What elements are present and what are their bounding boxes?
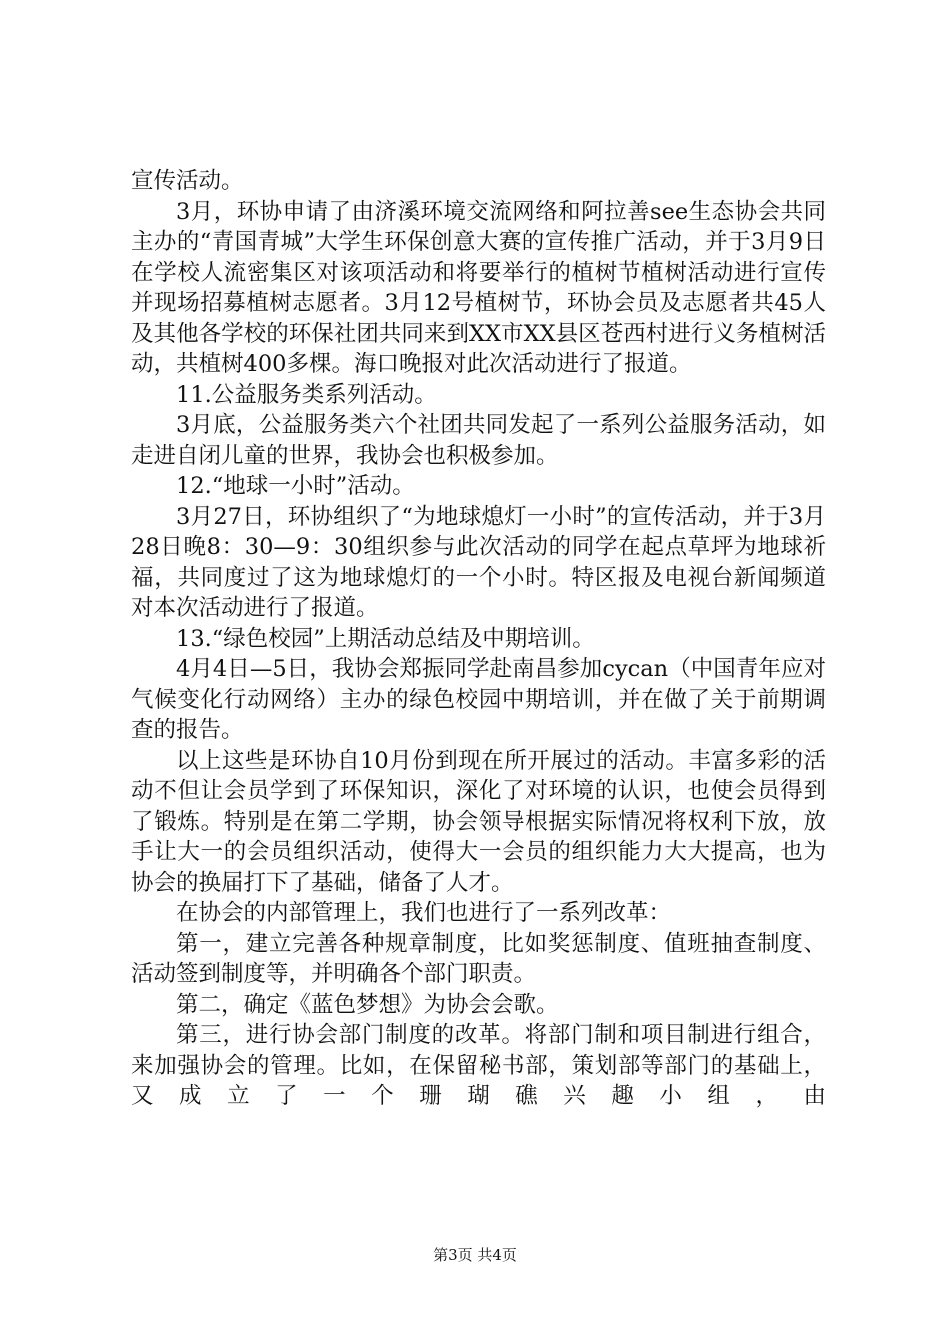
heading-green-campus: 13.“绿色校园”上期活动总结及中期培训。 xyxy=(176,625,595,652)
paragraph-summary: 以上这些是环协自10月份到现在所开展过的活动。丰富多彩的活动不但让会员学到了环保知识，深化了对环境的认识，也使会员得到了锻炼。特别是在第二学期，协会领导根据实际情况将权利下放，放手让大一的会员组织活动，使得大一会员的组织能力大大提高，也为协会的换届打下了基础，储备了人才。 xyxy=(131,747,826,896)
paragraph-earth-hour: 3月27日，环协组织了“为地球熄灯一小时”的宣传活动，并于3月28日晚8：30—9：30组织参与此次活动的同学在起点草坪为地球祈福，共同度过了这为地球熄灯的一个小时。特区报及电视台新闻频道对本次活动进行了报道。 xyxy=(131,503,826,621)
page-number-footer: 第3页 共4页 xyxy=(433,1246,517,1264)
heading-public-service: 11.公益服务类系列活动。 xyxy=(176,381,437,408)
paragraph-continuation: 宣传活动。 xyxy=(131,168,244,194)
paragraph-reform-third: 第三，进行协会部门制度的改革。将部门制和项目制进行组合，来加强协会的管理。比如，在保留秘书部，策划部等部门的基础上，又成立了一个珊瑚礁兴趣小组，由 xyxy=(131,1022,826,1109)
paragraph-reform-first: 第一，建立完善各种规章制度，比如奖惩制度、值班抽查制度、活动签到制度等，并明确各个部门职责。 xyxy=(131,930,826,987)
paragraph-reform-second: 第二，确定《蓝色梦想》为协会会歌。 xyxy=(176,991,559,1018)
paragraph-public-service: 3月底，公益服务类六个社团共同发起了一系列公益服务活动，如走进自闭儿童的世界，我协会也积极参加。 xyxy=(131,412,826,469)
paragraph-internal-management: 在协会的内部管理上，我们也进行了一系列改革： xyxy=(176,900,672,926)
document-body xyxy=(131,166,826,1112)
heading-earth-hour: 12.“地球一小时”活动。 xyxy=(176,473,415,499)
paragraph-green-campus: 4月4日—5日，我协会郑振同学赴南昌参加cycan（中国青年应对气候变化行动网络）主办的绿色校园中期培训，并在做了关于前期调查的报告。 xyxy=(131,656,826,743)
paragraph-tree-planting: 3月，环协申请了由济溪环境交流网络和阿拉善see生态协会共同主办的“青国青城”大学生环保创意大赛的宣传推广活动，并于3月9日在学校人流密集区对该项活动和将要举行的植树节植树活动进行宣传并现场招募植树志愿者。3月12号植树节，环协会员及志愿者共45人及其他各学校的环保社团共同来到XX市XX县区苍西村进行义务植树活动，共植树400多棵。海口晚报对此次活动进行了报道。 xyxy=(131,198,826,377)
